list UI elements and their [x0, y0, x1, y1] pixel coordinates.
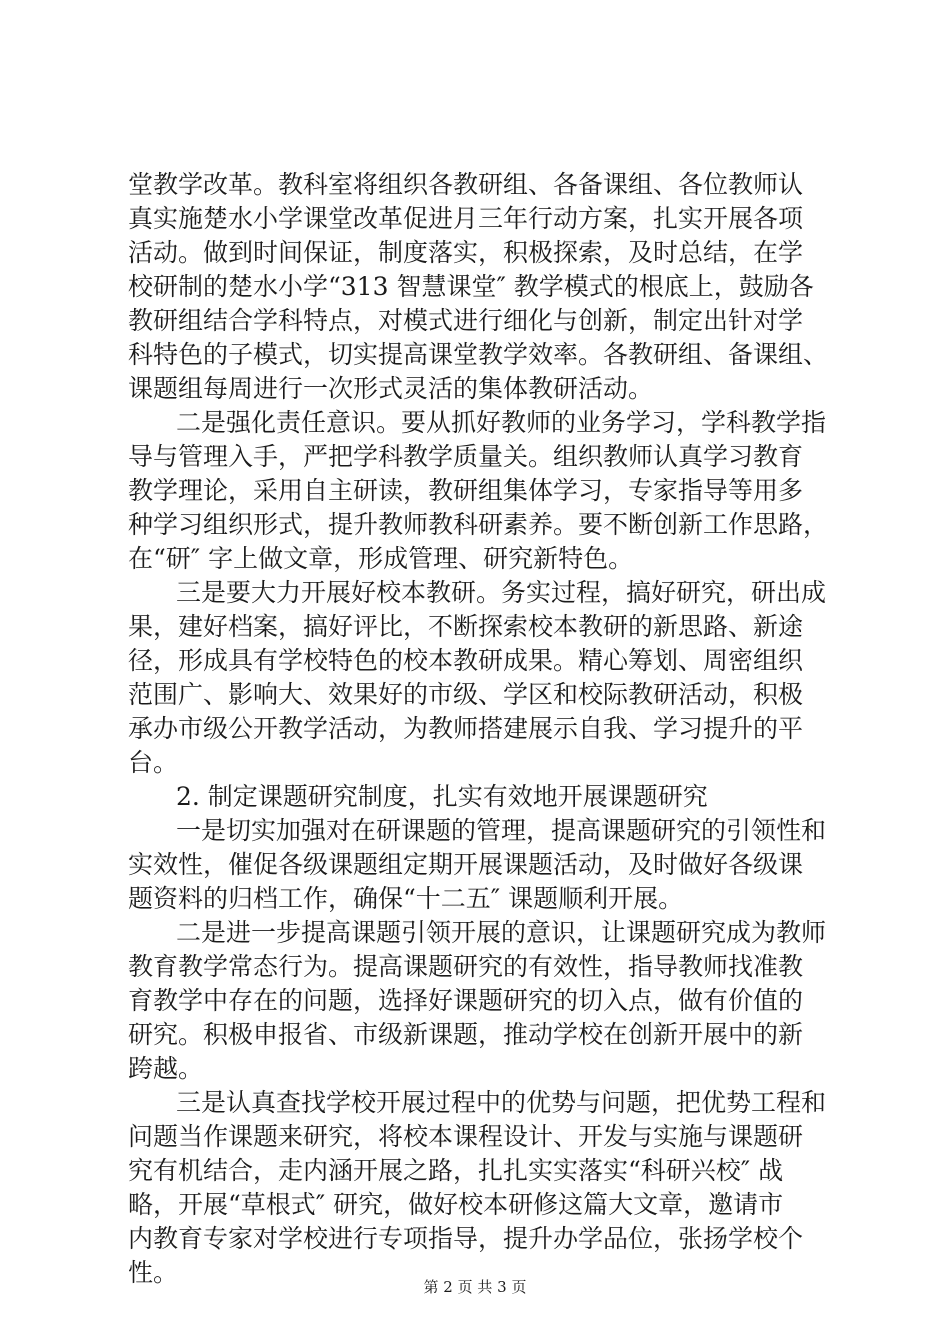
text-line: 究有机结合，走内涵开展之路，扎扎实实落实“科研兴校″ 战: [128, 1156, 784, 1185]
text-line: 承办市级公开教学活动，为教师搭建展示自我、学习提升的平: [128, 714, 804, 743]
text-line: 三是要大力开展好校本教研。务实过程，搞好研究，研出成: [176, 578, 827, 607]
text-line: 活动。做到时间保证，制度落实，积极探索，及时总结，在学: [128, 238, 804, 267]
text-line: 一是切实加强对在研课题的管理，提高课题研究的引领性和: [176, 816, 827, 845]
text-line: 跨越。: [128, 1054, 204, 1083]
text-line: 科特色的子模式，切实提高课堂教学效率。各教研组、备课组、: [128, 340, 829, 369]
text-line: 内教育专家对学校进行专项指导，提升办学品位，张扬学校个: [128, 1224, 804, 1253]
text-line: 略，开展“草根式″ 研究，做好校本研修这篇大文章，邀请市: [128, 1190, 784, 1219]
text-line: 种学习组织形式，提升教师教科研素养。要不断创新工作思路，: [128, 510, 829, 539]
text-line: 径，形成具有学校特色的校本教研成果。精心筹划、周密组织: [128, 646, 804, 675]
text-line: 真实施楚水小学课堂改革促进月三年行动方案，扎实开展各项: [128, 204, 804, 233]
text-line: 教学理论，采用自主研读，教研组集体学习，专家指导等用多: [128, 476, 804, 505]
text-line: 教育教学常态行为。提高课题研究的有效性，指导教师找准教: [128, 952, 804, 981]
text-line: 在“研″ 字上做文章，形成管理、研究新特色。: [128, 544, 634, 573]
text-line: 课题组每周进行一次形式灵活的集体教研活动。: [128, 374, 654, 403]
text-line: 堂教学改革。教科室将组织各教研组、各备课组、各位教师认: [128, 170, 804, 199]
text-line: 教研组结合学科特点，对模式进行细化与创新，制定出针对学: [128, 306, 804, 335]
text-line: 2. 制定课题研究制度，扎实有效地开展课题研究: [176, 782, 708, 811]
text-line: 研究。积极申报省、市级新课题，推动学校在创新开展中的新: [128, 1020, 804, 1049]
text-line: 二是进一步提高课题引领开展的意识，让课题研究成为教师: [176, 918, 827, 947]
text-line: 台。: [128, 748, 179, 777]
text-line: 实效性，催促各级课题组定期开展课题活动，及时做好各级课: [128, 850, 804, 879]
text-line: 三是认真查找学校开展过程中的优势与问题，把优势工程和: [176, 1088, 827, 1117]
text-line: 范围广、影响大、效果好的市级、学区和校际教研活动，积极: [128, 680, 804, 709]
document-body: [128, 168, 828, 1290]
text-line: 育教学中存在的问题，选择好课题研究的切入点，做有价值的: [128, 986, 804, 1015]
text-line: 校研制的楚水小学“313 智慧课堂″ 教学模式的根底上，鼓励各: [128, 272, 814, 301]
text-line: 导与管理入手，严把学科教学质量关。组织教师认真学习教育: [128, 442, 804, 471]
text-line: 问题当作课题来研究，将校本课程设计、开发与实施与课题研: [128, 1122, 804, 1151]
page-footer: 第 2 页 共 3 页: [423, 1278, 527, 1296]
text-line: 题资料的归档工作，确保“十二五″ 课题顺利开展。: [128, 884, 684, 913]
text-line: 二是强化责任意识。要从抓好教师的业务学习，学科教学指: [176, 408, 827, 437]
text-line: 性。: [128, 1258, 179, 1287]
text-line: 果，建好档案，搞好评比，不断探索校本教研的新思路、新途: [128, 612, 804, 641]
